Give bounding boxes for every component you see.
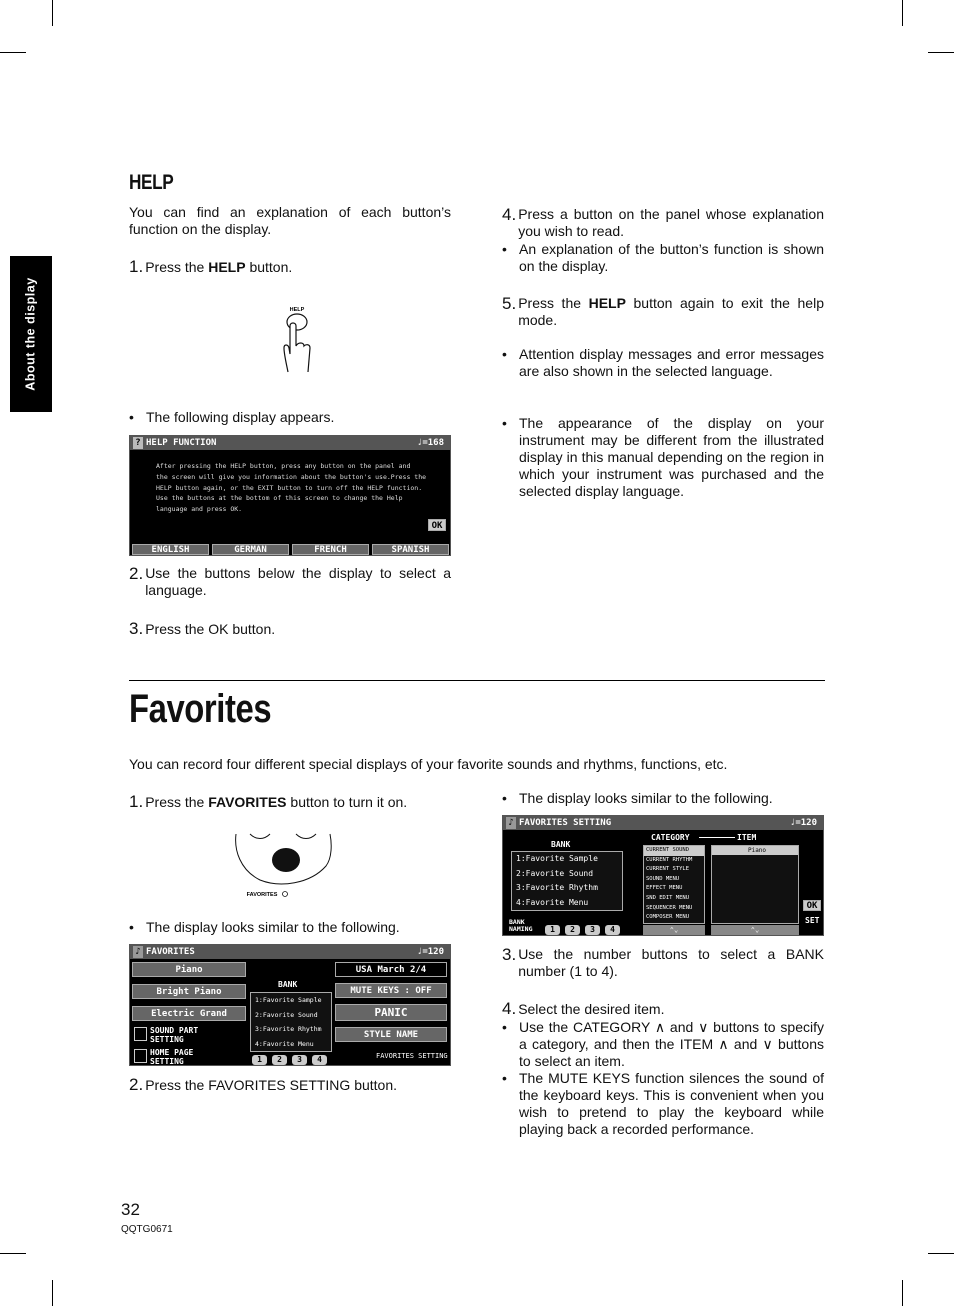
bank-item[interactable]: 1:Favorite Sample <box>255 996 322 1004</box>
help-screen-header <box>130 436 450 450</box>
favorites-bullet-display-2: • The display looks similar to the following. <box>502 790 824 807</box>
language-french-button[interactable]: FRENCH <box>292 544 369 555</box>
category-label: CATEGORY <box>651 833 690 842</box>
set-button[interactable]: SET <box>805 916 820 925</box>
item-list <box>711 845 799 924</box>
page-number: 32 <box>121 1200 140 1219</box>
bank-number-2-button[interactable]: 2 <box>272 1055 287 1065</box>
favorite-piano-button[interactable]: Piano <box>132 962 246 977</box>
crop-mark <box>928 1253 954 1254</box>
crop-mark <box>0 52 26 53</box>
tempo-display: ♩=168 <box>416 438 444 448</box>
bank-item[interactable]: 2:Favorite Sound <box>255 1010 318 1019</box>
favorites-step-4: 4. Select the desired item. <box>502 999 665 1018</box>
bank-number-3-button[interactable]: 3 <box>292 1055 307 1065</box>
usa-march-button[interactable]: USA March 2/4 <box>335 962 447 977</box>
category-item[interactable]: SEQUENCER MENU <box>646 904 693 911</box>
favorites-setting-title: FAVORITES SETTING <box>519 818 612 828</box>
favorites-bullet-category: • Use the CATEGORY ∧ and ∨ buttons to specify a category, and then the ITEM ∧ and ∨ buttons to select an item. <box>502 1019 824 1070</box>
favorites-screen <box>129 944 451 1066</box>
favorites-setting-header <box>503 816 823 830</box>
help-screen-line: HELP button again, or the EXIT button to turn off the HELP function. <box>156 484 423 492</box>
item-label: ITEM <box>737 833 757 842</box>
favorites-bullet-display-1: • The display looks similar to the following. <box>129 919 451 936</box>
favorites-button-label: FAVORITES <box>246 892 278 898</box>
bank-number-4-button[interactable]: 4 <box>312 1055 327 1065</box>
help-step-2: 2. Use the buttons below the display to select a language. <box>129 564 451 598</box>
ok-button[interactable]: OK <box>803 900 821 911</box>
favorites-setting-screen <box>502 815 824 936</box>
bank-number-4-button[interactable]: 4 <box>605 925 620 935</box>
home-page-icon <box>134 1049 147 1063</box>
bank-naming-button[interactable]: BANK NAMING <box>509 918 533 933</box>
side-tab-label: About the display <box>23 277 38 391</box>
bank-list <box>511 851 623 911</box>
mute-keys-button[interactable]: MUTE KEYS : OFF <box>335 983 447 998</box>
style-name-button[interactable]: STYLE NAME <box>335 1027 447 1042</box>
category-item[interactable]: CURRENT SOUND <box>644 846 704 856</box>
crop-mark <box>52 1280 53 1306</box>
help-screen-line: After pressing the HELP button, press any button on the panel and <box>156 462 411 470</box>
help-bullet-display: • The following display appears. <box>129 409 451 426</box>
category-list <box>643 845 705 924</box>
crop-mark <box>902 1280 903 1306</box>
category-item[interactable]: SOUND MENU <box>646 875 680 882</box>
bank-item[interactable]: 2:Favorite Sound <box>516 868 594 878</box>
bank-item[interactable]: 4:Favorite Menu <box>516 897 589 907</box>
favorites-step-3: 3. Use the number buttons to select a BANK number (1 to 4). <box>502 945 824 979</box>
favorites-bullet-mute: • The MUTE KEYS function silences the sound of the keyboard keys. This is convenient when you wish to pretend to play the keyboard while playing back a recorded performance. <box>502 1070 824 1138</box>
item-scroll-arrows[interactable]: ⌃⌄ <box>711 925 799 935</box>
help-function-screen <box>129 435 451 556</box>
tempo-display: ♩=120 <box>789 818 817 828</box>
question-icon: ? <box>133 437 143 449</box>
category-item[interactable]: CURRENT STYLE <box>646 866 690 873</box>
favorite-electric-grand-button[interactable]: Electric Grand <box>132 1006 246 1021</box>
category-item[interactable]: EFFECT MENU <box>646 885 683 892</box>
bank-number-1-button[interactable]: 1 <box>252 1055 267 1065</box>
favorites-heading: Favorites <box>129 687 272 731</box>
crop-mark <box>902 0 903 26</box>
help-screen-line: the screen will give you information about the button's use.Press the <box>156 473 427 481</box>
category-scroll-arrows[interactable]: ⌃⌄ <box>643 925 705 935</box>
language-spanish-button[interactable]: SPANISH <box>372 544 449 555</box>
help-bullet-appearance: • The appearance of the display on your instrument may be different from the illustrated display in this manual depending on the region in which your instrument was purchased and the selected display language. <box>502 415 824 500</box>
help-screen-line: Use the buttons at the bottom of this screen to change the Help <box>156 494 403 502</box>
crop-mark <box>52 0 53 26</box>
favorites-setting-header-icon: ♪ <box>506 817 516 829</box>
help-step-4: 4. Press a button on the panel whose explanation you wish to read. <box>502 205 824 239</box>
category-item-connector <box>699 837 735 838</box>
bank-number-2-button[interactable]: 2 <box>565 925 580 935</box>
help-button-label: HELP <box>289 307 305 313</box>
help-bullet-attention: • Attention display messages and error messages are also shown in the selected language. <box>502 346 824 380</box>
item-entry[interactable]: Piano <box>712 846 798 855</box>
language-german-button[interactable]: GERMAN <box>212 544 289 555</box>
help-step-3: 3. Press the OK button. <box>129 619 276 638</box>
bank-item[interactable]: 1:Favorite Sample <box>516 854 598 863</box>
language-english-button[interactable]: ENGLISH <box>132 544 209 555</box>
bank-item[interactable]: 3:Favorite Rhythm <box>516 883 598 892</box>
bank-list <box>250 992 332 1052</box>
bank-number-3-button[interactable]: 3 <box>585 925 600 935</box>
tempo-display: ♩=120 <box>416 947 444 957</box>
ok-button[interactable]: OK <box>428 519 446 531</box>
category-item[interactable]: COMPOSER MENU <box>646 914 690 921</box>
favorite-bright-piano-button[interactable]: Bright Piano <box>132 984 246 999</box>
favorites-screen-title: FAVORITES <box>146 947 195 957</box>
side-tab <box>10 256 52 412</box>
help-bullet-explanation: • An explanation of the button’s function is shown on the display. <box>502 241 824 275</box>
home-page-setting-button[interactable]: HOME PAGE SETTING <box>150 1048 194 1066</box>
sound-part-icon <box>134 1027 147 1041</box>
help-step-1: 1. Press the HELP button. <box>129 257 293 276</box>
bank-item[interactable]: 4:Favorite Menu <box>255 1039 314 1048</box>
crop-mark <box>0 1253 26 1254</box>
help-button-press-icon <box>272 302 322 376</box>
bank-label: BANK <box>278 980 298 989</box>
bank-number-1-button[interactable]: 1 <box>545 925 560 935</box>
favorites-button-press-icon <box>230 830 340 902</box>
help-heading: HELP <box>129 171 174 194</box>
favorites-setting-button[interactable]: FAVORITES SETTING <box>376 1052 448 1060</box>
sound-part-setting-button[interactable]: SOUND PART SETTING <box>150 1026 199 1044</box>
help-intro: You can find an explanation of each button’s function on the display. <box>129 204 451 237</box>
favorites-header-icon: ♪ <box>133 946 143 958</box>
favorites-step-2: 2. Press the FAVORITES SETTING button. <box>129 1075 398 1094</box>
bank-item[interactable]: 3:Favorite Rhythm <box>255 1025 322 1033</box>
help-screen-title: HELP FUNCTION <box>146 438 217 448</box>
category-item[interactable]: CURRENT RHYTHM <box>646 856 693 863</box>
favorites-screen-header <box>130 945 450 959</box>
help-screen-line: language and press OK. <box>156 505 243 513</box>
panic-button[interactable]: PANIC <box>335 1004 447 1021</box>
crop-mark <box>928 52 954 53</box>
section-divider <box>129 680 825 681</box>
favorites-step-1: 1. Press the FAVORITES button to turn it on. <box>129 792 408 811</box>
document-code: QQTG0671 <box>121 1224 173 1235</box>
favorites-intro: You can record four different special displays of your favorite sounds and rhythms, functions, etc. <box>129 756 728 772</box>
bank-label: BANK <box>551 840 571 849</box>
category-item[interactable]: SND EDIT MENU <box>646 894 690 901</box>
help-step-5: 5. Press the HELP button again to exit the help mode. <box>502 294 824 328</box>
